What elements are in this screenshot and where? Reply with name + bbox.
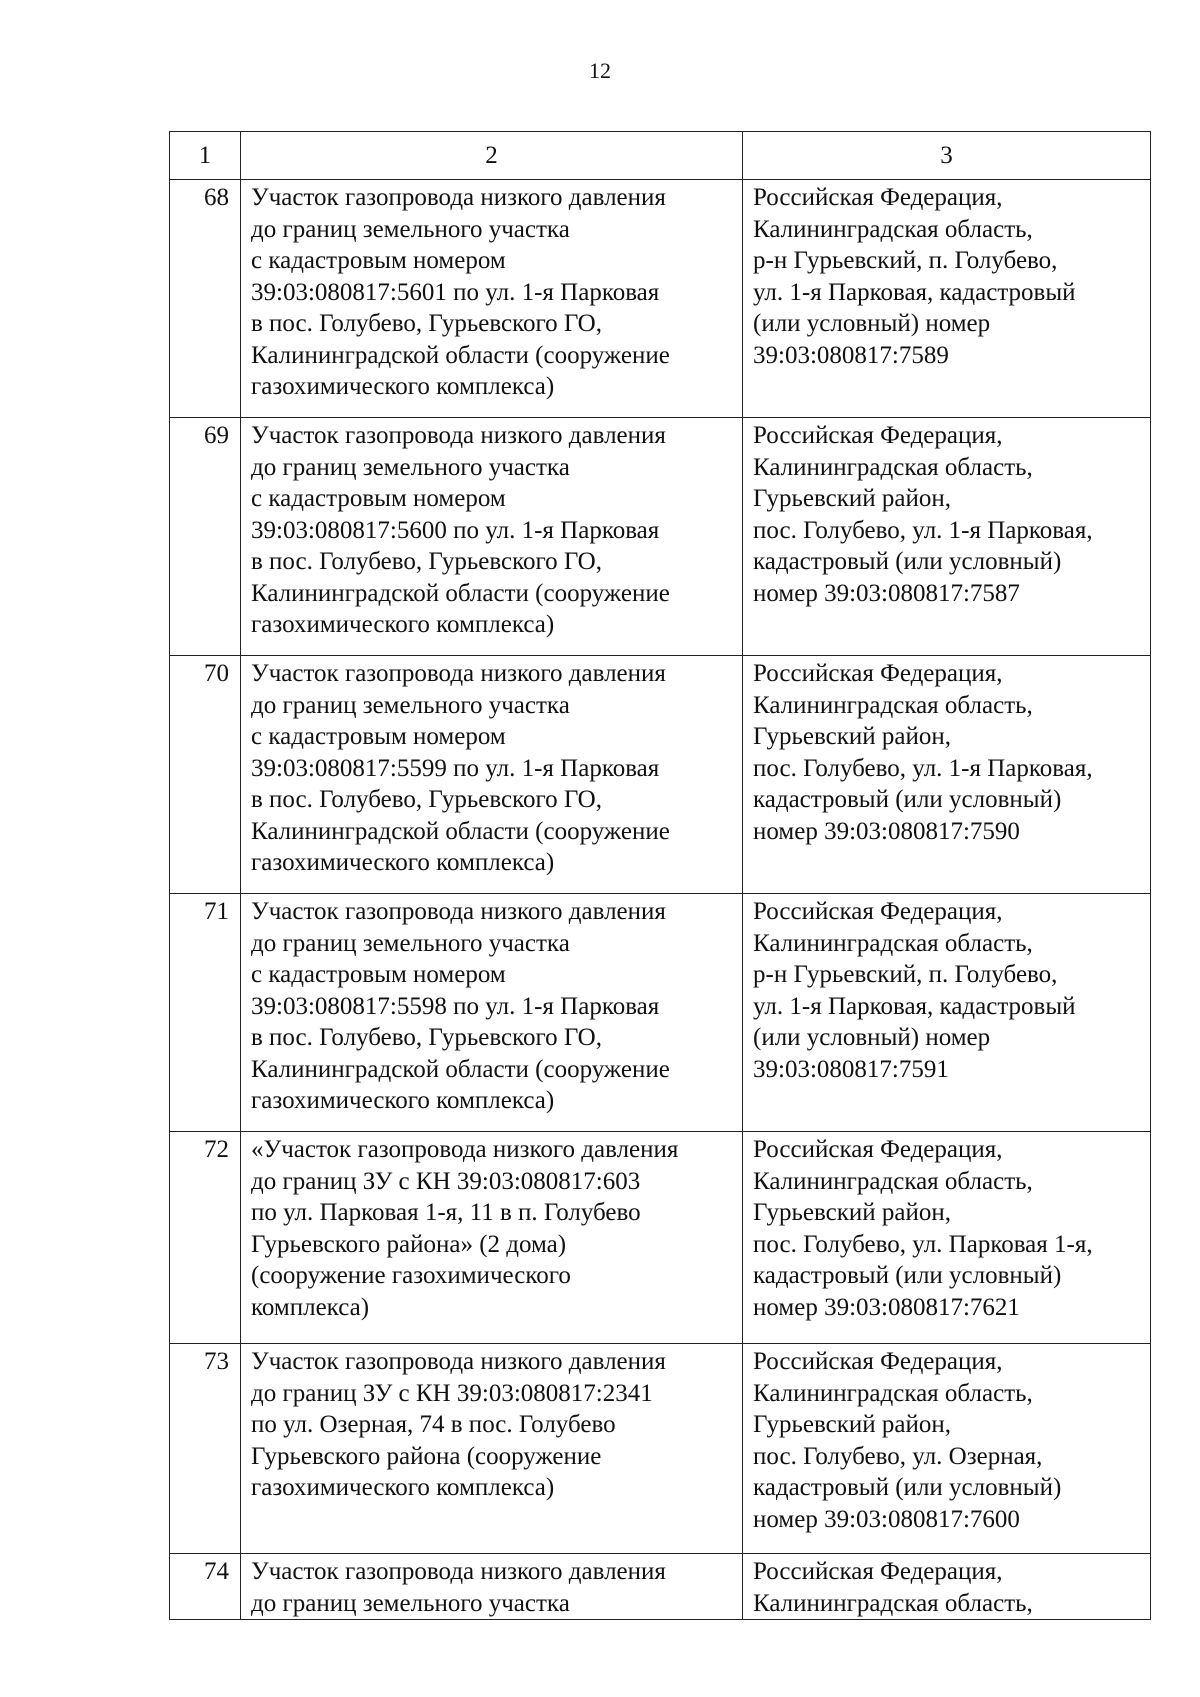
row-number: 71 — [204, 898, 229, 925]
address-line: Гурьевский район, — [753, 1411, 952, 1438]
row-number: 73 — [204, 1348, 229, 1375]
column-header-3: 3 — [743, 132, 1151, 180]
description-line: по ул. Парковая 1-я, 11 в п. Голубево — [251, 1199, 641, 1226]
description-line: Участок газопровода низкого давления — [251, 898, 666, 925]
address-line: Калининградская область, — [753, 453, 1033, 481]
description-line: с кадастровым номером — [251, 723, 506, 750]
table-row — [170, 1554, 1151, 1620]
address-line: номер 39:03:080817:7600 — [753, 1505, 1020, 1533]
description-line: в пос. Голубево, Гурьевского ГО, — [251, 548, 602, 575]
address-line: пос. Голубево, ул. Парковая 1-я, — [753, 1230, 1093, 1258]
address-line: пос. Голубево, ул. 1-я Парковая, — [753, 516, 1093, 544]
object-description-cell — [241, 1554, 743, 1620]
row-number: 72 — [204, 1136, 229, 1163]
description-line: газохимического комплекса) — [251, 1087, 555, 1114]
row-number: 69 — [204, 422, 229, 449]
table-row — [170, 1132, 1151, 1344]
address-line: Российская Федерация, — [753, 422, 1003, 449]
address-line: номер 39:03:080817:7621 — [753, 1293, 1020, 1321]
address-line: пос. Голубево, ул. 1-я Парковая, — [753, 754, 1093, 782]
description-line: с кадастровым номером — [251, 961, 506, 988]
description-line: Калининградской области (сооружение — [251, 817, 670, 845]
column-number-row — [170, 132, 1151, 180]
address-line: 39:03:080817:7591 — [753, 1055, 949, 1083]
address-line: Гурьевский район, — [753, 1199, 952, 1226]
description-line: комплекса) — [251, 1293, 370, 1321]
row-number-cell — [170, 656, 241, 894]
row-number-cell — [170, 1554, 241, 1620]
address-line: р-н Гурьевский, п. Голубево, — [753, 247, 1058, 274]
description-line: до границ ЗУ с КН 39:03:080817:2341 — [251, 1379, 653, 1407]
address-line: Российская Федерация, — [753, 1558, 1003, 1585]
address-line: кадастровый (или условный) — [753, 786, 1062, 813]
address-line: номер 39:03:080817:7587 — [753, 579, 1020, 607]
address-line: номер 39:03:080817:7590 — [753, 817, 1020, 845]
location-address-cell — [743, 1554, 1151, 1620]
object-description-cell — [241, 418, 743, 656]
address-line: ул. 1-я Парковая, кадастровый — [753, 278, 1076, 306]
address-line: Калининградская область, — [753, 1379, 1033, 1407]
address-line: пос. Голубево, ул. Озерная, — [753, 1442, 1043, 1470]
location-address-cell — [743, 1344, 1151, 1554]
object-description-cell — [241, 1344, 743, 1554]
row-number: 68 — [204, 184, 229, 211]
description-line: Калининградской области (сооружение — [251, 579, 670, 607]
description-line: Участок газопровода низкого давления — [251, 1348, 666, 1375]
address-line: кадастровый (или условный) — [753, 548, 1062, 575]
description-line: 39:03:080817:5599 по ул. 1-я Парковая — [251, 754, 660, 782]
location-address-cell — [743, 656, 1151, 894]
description-line: Калининградской области (сооружение — [251, 1055, 670, 1083]
address-line: (или условный) номер — [753, 1024, 991, 1051]
description-line: Участок газопровода низкого давления — [251, 184, 666, 211]
address-line: ул. 1-я Парковая, кадастровый — [753, 992, 1076, 1020]
address-line: Гурьевский район, — [753, 485, 952, 512]
object-description-cell — [241, 180, 743, 418]
object-description-cell — [241, 894, 743, 1132]
table-row — [170, 418, 1151, 656]
location-address-cell — [743, 180, 1151, 418]
description-line: 39:03:080817:5600 по ул. 1-я Парковая — [251, 516, 660, 544]
address-line: Российская Федерация, — [753, 184, 1003, 211]
row-number-cell — [170, 1344, 241, 1554]
address-line: Калининградская область, — [753, 1167, 1033, 1195]
description-line: Участок газопровода низкого давления — [251, 422, 666, 449]
address-line: Российская Федерация, — [753, 898, 1003, 925]
column-header-1: 1 — [170, 132, 241, 180]
register-table — [169, 131, 1151, 1620]
description-line: до границ ЗУ с КН 39:03:080817:603 — [251, 1167, 641, 1195]
description-line: «Участок газопровода низкого давления — [251, 1136, 679, 1163]
address-line: Калининградская область, — [753, 691, 1033, 719]
column-header-2: 2 — [241, 132, 743, 180]
table-row — [170, 180, 1151, 418]
description-line: в пос. Голубево, Гурьевского ГО, — [251, 310, 602, 337]
address-line: Калининградская область, — [753, 929, 1033, 957]
description-line: в пос. Голубево, Гурьевского ГО, — [251, 1024, 602, 1051]
address-line: Российская Федерация, — [753, 1136, 1003, 1163]
page-number: 12 — [589, 58, 611, 83]
row-number-cell — [170, 418, 241, 656]
address-line: р-н Гурьевский, п. Голубево, — [753, 961, 1058, 988]
description-line: Гурьевского района» (2 дома) — [251, 1230, 567, 1258]
description-line: Участок газопровода низкого давления — [251, 1558, 666, 1585]
table-row — [170, 1344, 1151, 1554]
address-line: Калининградская область, — [753, 215, 1033, 243]
address-line: Российская Федерация, — [753, 660, 1003, 687]
description-line: газохимического комплекса) — [251, 373, 555, 400]
description-line: 39:03:080817:5601 по ул. 1-я Парковая — [251, 278, 660, 306]
location-address-cell — [743, 418, 1151, 656]
address-line: Гурьевский район, — [753, 723, 952, 750]
row-number: 74 — [204, 1558, 229, 1585]
description-line: (сооружение газохимического — [251, 1262, 571, 1289]
description-line: газохимического комплекса) — [251, 849, 555, 876]
description-line: до границ земельного участка — [251, 929, 570, 957]
description-line: Гурьевского района (сооружение — [251, 1442, 602, 1470]
description-line: до границ земельного участка — [251, 1589, 570, 1617]
address-line: 39:03:080817:7589 — [753, 341, 949, 369]
table-row — [170, 894, 1151, 1132]
description-line: в пос. Голубево, Гурьевского ГО, — [251, 786, 602, 813]
description-line: по ул. Озерная, 74 в пос. Голубево — [251, 1411, 616, 1438]
row-number-cell — [170, 1132, 241, 1344]
address-line: (или условный) номер — [753, 310, 991, 337]
description-line: Участок газопровода низкого давления — [251, 660, 666, 687]
location-address-cell — [743, 894, 1151, 1132]
table-row — [170, 656, 1151, 894]
description-line: газохимического комплекса) — [251, 1474, 555, 1501]
description-line: с кадастровым номером — [251, 485, 506, 512]
description-line: до границ земельного участка — [251, 453, 570, 481]
description-line: газохимического комплекса) — [251, 611, 555, 638]
description-line: 39:03:080817:5598 по ул. 1-я Парковая — [251, 992, 660, 1020]
object-description-cell — [241, 656, 743, 894]
description-line: Калининградской области (сооружение — [251, 341, 670, 369]
description-line: до границ земельного участка — [251, 215, 570, 243]
location-address-cell — [743, 1132, 1151, 1344]
row-number: 70 — [204, 660, 229, 687]
row-number-cell — [170, 894, 241, 1132]
description-line: с кадастровым номером — [251, 247, 506, 274]
row-number-cell — [170, 180, 241, 418]
description-line: до границ земельного участка — [251, 691, 570, 719]
address-line: кадастровый (или условный) — [753, 1262, 1062, 1289]
address-line: кадастровый (или условный) — [753, 1474, 1062, 1501]
address-line: Российская Федерация, — [753, 1348, 1003, 1375]
object-description-cell — [241, 1132, 743, 1344]
address-line: Калининградская область, — [753, 1589, 1033, 1617]
